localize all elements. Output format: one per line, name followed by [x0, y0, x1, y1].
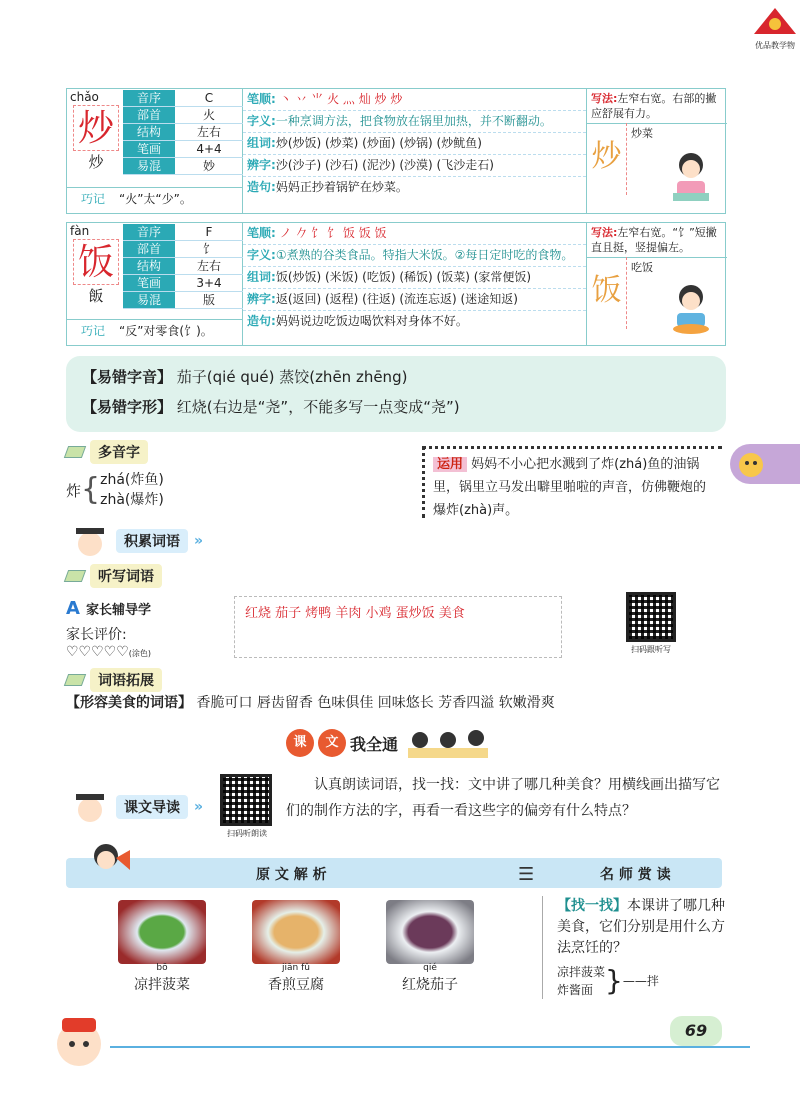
student-icon — [70, 522, 110, 560]
dish-photo-tofu — [252, 900, 340, 964]
char-trad: 炒 — [88, 153, 104, 171]
pencil-icon — [64, 446, 86, 458]
example-word: 炒菜 — [631, 127, 653, 140]
char-pinyin: chǎo — [70, 90, 99, 104]
mascot-icon — [44, 1012, 114, 1082]
dish-caption: jiān fǔ 香煎豆腐 — [268, 963, 324, 993]
dish-photo-spinach — [118, 900, 206, 964]
qiaoji: 巧记 “火”太“少”。 — [67, 187, 243, 209]
analysis-banner: 原 文 解 析 ☰ 名 师 赏 读 — [66, 858, 722, 888]
error-prone-box: 【易错字音】 茄子(qié qué) 蒸饺(zhēn zhēng) 【易错字形】 红烧(右边是“尧”，不能多写一点变成“尧”) — [66, 356, 726, 432]
letter-a-icon: A — [66, 598, 80, 619]
section-title-kewen: 课 文 我全通 — [286, 726, 492, 760]
kids-reading-icon — [402, 726, 492, 760]
char-details: 笔顺: 丶 丷 ⺌ 火 灬 灿 炒 炒 字义:一种烹调方法，把食物放在锅里加热，并不断翻动。 组词:炒(炒饭) (炒菜) (炒面) (炒锅) (炒鱿鱼) 辨字:沙(沙子) (沙石) (泥沙) (沙漠) (飞沙走石) 造句:妈妈正抄着锅铲在炒菜。 — [243, 89, 587, 213]
dish-caption: bō 凉拌菠菜 — [134, 963, 190, 993]
child-eating-illustration — [665, 281, 717, 337]
char-card-chao: chǎo 炒 炒 音序 C 部首 火 结构 左右 笔画 4+4 易混 妙 巧记 “火”太“少”。 笔顺: 丶 丷 ⺌ 火 灬 灿 炒 炒 字义:一种烹调方法，把食物放在锅里加热，并不断翻动。 组词:炒(炒饭) (炒菜) (炒面) (炒锅) (炒鱿鱼) 辨字:沙(沙子) (沙石) (泥沙) (沙漠) (飞沙走石) 造句:妈妈正抄着锅铲在炒菜。 写法:左窄右宽。右部的撇应舒展有力。 炒 炒菜 — [66, 88, 726, 214]
char-main: 炒 — [73, 105, 119, 151]
side-tab — [730, 444, 800, 484]
qr-code-dictation[interactable]: 扫码跟听写 — [618, 592, 684, 652]
reading-guide: 认真朗读词语，找一找：文中讲了哪几种美食？用横线画出描写它们的制作方法的字，再看一看这些字的偏旁有什么特点？ — [286, 777, 720, 819]
char-card-fan: fàn 饭 飯 音序 F 部首 饣 结构 左右 笔画 3+4 易混 版 巧记 “反”对零食(饣)。 笔顺: ノ 𠂊 饣 饣 饭 饭 饭 字义:①煮熟的谷类食品。特指大米饭。②每日定时吃的食物。 组词:饭(炒饭) (米饭) (吃饭) (稀饭) (饭菜) (家常便饭) 辨字:返(返回) (返程) (往返) (流连忘返) (迷途知返) 造句:妈妈说边吃饭边喝饮料对身体不好。 写法:左窄右宽。“饣”短撇直且挺，竖提偏左。 饭 吃饭 — [66, 222, 726, 346]
publisher-logo — [752, 6, 798, 50]
rating-hearts[interactable]: ♡♡♡♡♡(涂色) — [66, 644, 152, 660]
section-tuozhan: 词语拓展 — [66, 668, 162, 692]
pencil-icon — [64, 570, 86, 582]
dish-photo-eggplant — [386, 900, 474, 964]
dictation-words: 红烧 茄子 烤鸭 羊肉 小鸡 蛋炒饭 美食 — [234, 596, 562, 658]
section-jilei: 积累词语 » — [70, 522, 203, 560]
section-tingxie: 听写词语 — [66, 564, 162, 588]
section-duoyin: 多音字 — [66, 440, 148, 464]
page-number: 69 — [670, 1016, 722, 1046]
qr-code-reading[interactable]: 扫码听朗读 — [218, 774, 276, 838]
child-megaphone-icon — [88, 840, 130, 886]
cat-face-icon — [736, 449, 766, 479]
dish-caption: qié 红烧茄子 — [402, 963, 458, 993]
child-cooking-illustration — [665, 149, 717, 205]
food-words: 【形容美食的词语】 香脆可口 唇齿留香 色味俱佳 回味悠长 芳香四溢 软嫩滑爽 — [66, 695, 555, 711]
parent-eval-label: 家长评价: — [66, 627, 127, 643]
divider-icon: ☰ — [518, 864, 535, 885]
student-icon — [70, 788, 110, 826]
usage-box: 运用 妈妈不小心把水溅到了炸(zhá)鱼的油锅里，锅里立马发出噼里啪啦的声音，仿佛鞭炮的爆炸(zhà)声。 — [422, 446, 722, 518]
logo-text: 优品教学物 — [755, 41, 795, 50]
section-daodu: 课文导读 » — [70, 788, 203, 826]
pencil-icon — [64, 674, 86, 686]
logo-icon — [752, 6, 798, 36]
duoyin-entry: 炸 { zhá(炸鱼) zhà(爆炸) — [66, 472, 164, 508]
teacher-note: 【找一找】本课讲了哪几种美食，它们分别是用什么方法烹饪的？ 凉拌菠菜 炸酱面 } ——拌 — [542, 896, 732, 999]
footer-line — [110, 1046, 750, 1048]
parent-assist: A 家长辅导学 — [66, 598, 151, 619]
